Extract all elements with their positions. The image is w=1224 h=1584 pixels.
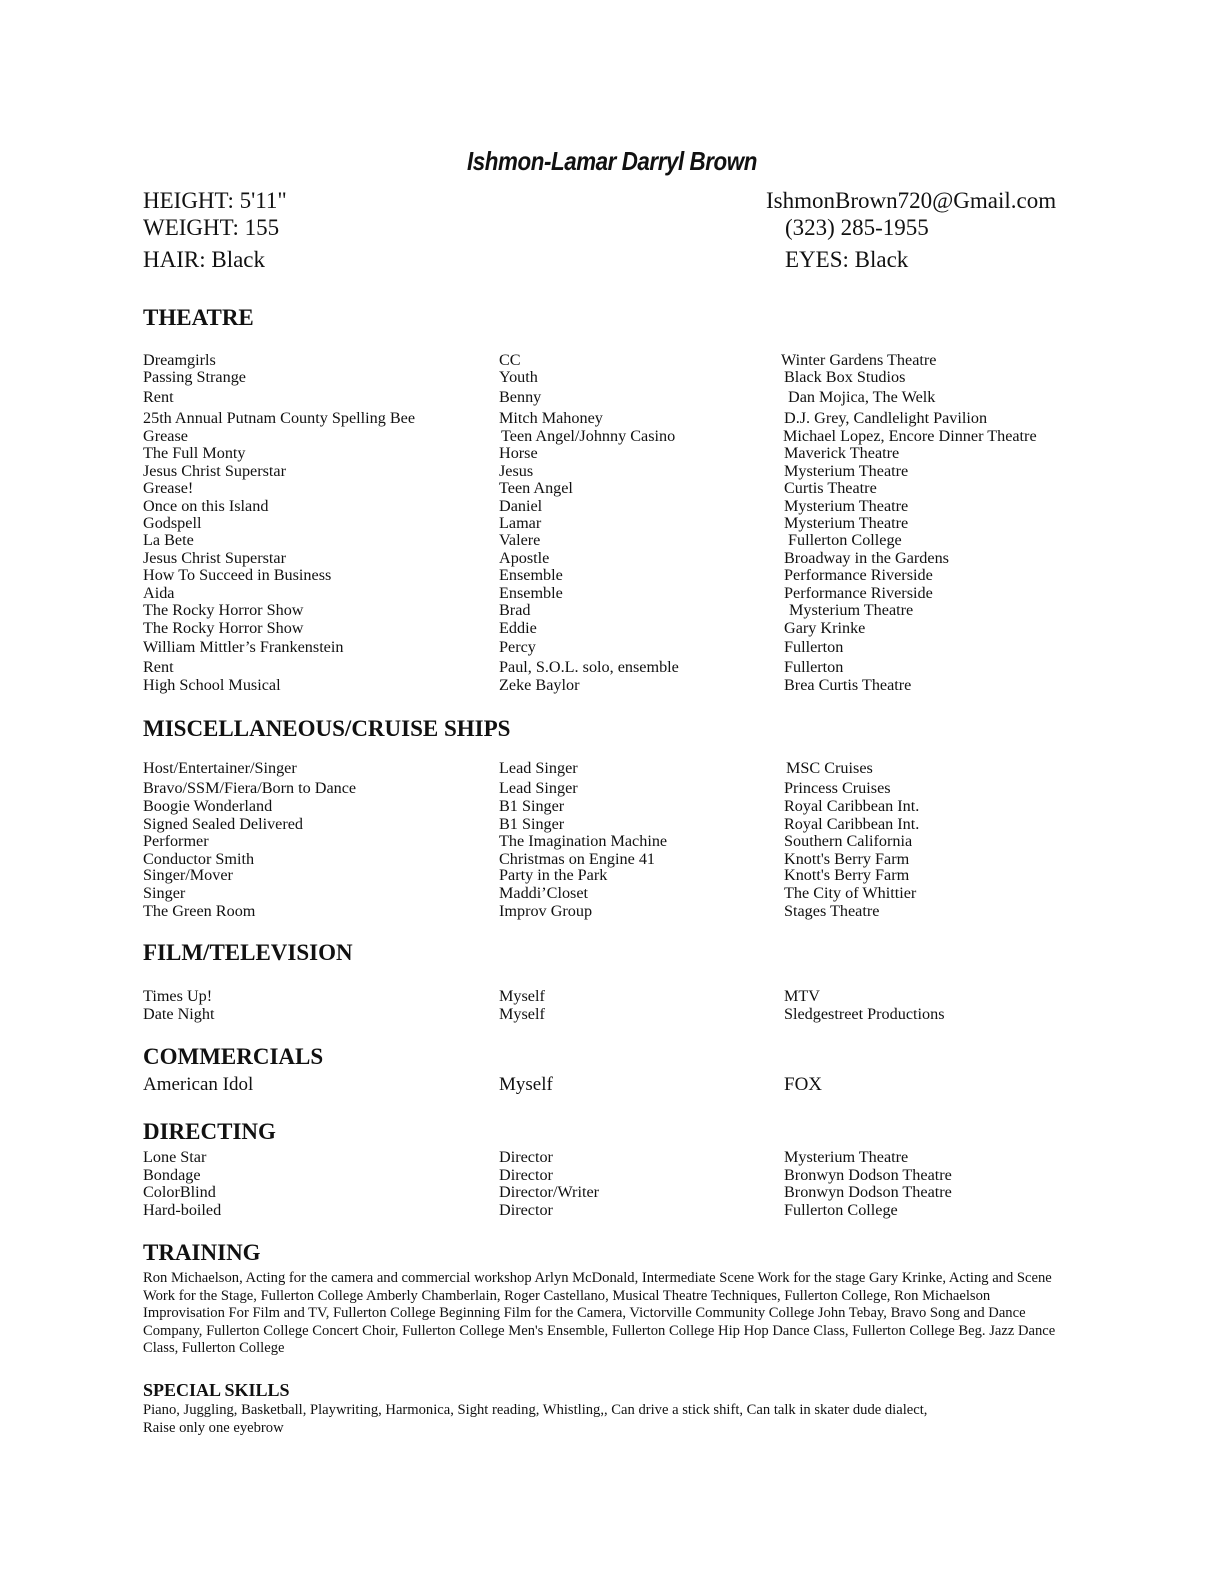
credit-venue: Fullerton College bbox=[788, 531, 902, 549]
theatre-credit-row bbox=[0, 531, 1224, 549]
credit-role: The Imagination Machine bbox=[499, 832, 668, 850]
misc-credit-row bbox=[0, 759, 1224, 777]
credit-role: B1 Singer bbox=[499, 797, 565, 815]
credit-venue: Performance Riverside bbox=[784, 584, 933, 602]
credit-venue: Royal Caribbean Int. bbox=[784, 797, 920, 815]
credit-role: Daniel bbox=[499, 497, 543, 515]
credit-title: Signed Sealed Delivered bbox=[143, 815, 304, 833]
credit-venue: Winter Gardens Theatre bbox=[781, 351, 937, 369]
credit-venue: Stages Theatre bbox=[784, 902, 880, 920]
credit-title: Jesus Christ Superstar bbox=[143, 462, 286, 480]
credit-role: Horse bbox=[499, 444, 538, 462]
credit-role: Brad bbox=[499, 601, 531, 619]
credit-venue: Southern California bbox=[784, 832, 913, 850]
credit-venue: MSC Cruises bbox=[786, 759, 873, 777]
directing-credit-row bbox=[0, 1166, 1224, 1184]
credit-title: Boogie Wonderland bbox=[143, 797, 273, 815]
theatre-credit-row bbox=[0, 368, 1224, 386]
directing-credit-row bbox=[0, 1148, 1224, 1166]
credit-venue: Bronwyn Dodson Theatre bbox=[784, 1166, 952, 1184]
misc-credit-row bbox=[0, 866, 1224, 884]
credit-venue: Fullerton bbox=[784, 658, 844, 676]
credit-venue: D.J. Grey, Candlelight Pavilion bbox=[784, 409, 988, 427]
credit-venue: Black Box Studios bbox=[784, 368, 906, 386]
credit-venue: Dan Mojica, The Welk bbox=[788, 388, 936, 406]
credit-title: High School Musical bbox=[143, 676, 281, 694]
credit-venue: Bronwyn Dodson Theatre bbox=[784, 1183, 952, 1201]
credit-venue: Royal Caribbean Int. bbox=[784, 815, 920, 833]
theatre-credit-row bbox=[0, 409, 1224, 427]
credit-venue: Performance Riverside bbox=[784, 566, 933, 584]
film-credit-row bbox=[0, 1005, 1224, 1023]
misc-credit-row bbox=[0, 884, 1224, 902]
credit-role: Maddi’Closet bbox=[499, 884, 589, 902]
credit-venue: Mysterium Theatre bbox=[784, 497, 909, 515]
credit-title: The Green Room bbox=[143, 902, 256, 920]
credit-role: Party in the Park bbox=[499, 866, 608, 884]
credit-venue: Mysterium Theatre bbox=[789, 601, 914, 619]
credit-title: Once on this Island bbox=[143, 497, 269, 515]
height-text: HEIGHT: 5'11" bbox=[143, 188, 287, 213]
theatre-credit-row bbox=[0, 351, 1224, 369]
credit-role: Apostle bbox=[499, 549, 550, 567]
credit-title: Hard-boiled bbox=[143, 1201, 222, 1219]
credit-role: Ensemble bbox=[499, 566, 563, 584]
training-heading: TRAINING bbox=[143, 1240, 261, 1265]
credit-role: B1 Singer bbox=[499, 815, 565, 833]
misc-credit-row bbox=[0, 902, 1224, 920]
resume-name: Ishmon-Lamar Darryl Brown bbox=[467, 146, 757, 176]
email-text: IshmonBrown720@Gmail.com bbox=[766, 188, 1057, 213]
credit-venue: Mysterium Theatre bbox=[784, 1148, 909, 1166]
directing-credit-row bbox=[0, 1183, 1224, 1201]
theatre-credit-row bbox=[0, 388, 1224, 406]
theatre-credit-row bbox=[0, 497, 1224, 515]
credit-role: Teen Angel bbox=[499, 479, 573, 497]
credit-title: Bondage bbox=[143, 1166, 201, 1184]
theatre-credit-row bbox=[0, 427, 1224, 445]
misc-heading: MISCELLANEOUS/CRUISE SHIPS bbox=[143, 716, 511, 741]
credit-role: Mitch Mahoney bbox=[499, 409, 603, 427]
credit-venue: Knott's Berry Farm bbox=[784, 866, 910, 884]
credit-role: Percy bbox=[499, 638, 536, 656]
credit-title: 25th Annual Putnam County Spelling Bee bbox=[143, 409, 416, 427]
eyes-text: EYES: Black bbox=[785, 247, 909, 272]
phone-text: (323) 285-1955 bbox=[785, 215, 929, 240]
skills-heading: SPECIAL SKILLS bbox=[143, 1380, 290, 1400]
credit-title: Singer/Mover bbox=[143, 866, 233, 884]
credit-title: Aida bbox=[143, 584, 175, 602]
credit-role: CC bbox=[499, 351, 521, 369]
credit-role: Improv Group bbox=[499, 902, 593, 920]
credit-role: Director/Writer bbox=[499, 1183, 600, 1201]
skills-line-2: Raise only one eyebrow bbox=[143, 1420, 284, 1436]
credit-role: Director bbox=[499, 1201, 553, 1219]
credit-role: Eddie bbox=[499, 619, 537, 637]
weight-text: WEIGHT: 155 bbox=[143, 215, 280, 240]
credit-role: Myself bbox=[499, 987, 545, 1005]
credit-role: Teen Angel/Johnny Casino bbox=[501, 427, 676, 445]
credit-role: Lead Singer bbox=[499, 759, 578, 777]
theatre-credit-row bbox=[0, 638, 1224, 656]
theatre-credit-row bbox=[0, 566, 1224, 584]
directing-credit-row bbox=[0, 1201, 1224, 1219]
credit-venue: Fullerton bbox=[784, 638, 844, 656]
theatre-credit-row bbox=[0, 462, 1224, 480]
theatre-credit-row bbox=[0, 658, 1224, 676]
credit-title: Passing Strange bbox=[143, 368, 246, 386]
directing-heading: DIRECTING bbox=[143, 1119, 276, 1144]
credit-title: Dreamgirls bbox=[143, 351, 216, 369]
credit-title: William Mittler’s Frankenstein bbox=[143, 638, 344, 656]
credit-role: Youth bbox=[499, 368, 538, 386]
theatre-credit-row bbox=[0, 514, 1224, 532]
commercials-credit-row bbox=[0, 1074, 1224, 1096]
credit-role: Director bbox=[499, 1166, 553, 1184]
credit-role: Ensemble bbox=[499, 584, 563, 602]
credit-venue: Brea Curtis Theatre bbox=[784, 676, 912, 694]
hair-text: HAIR: Black bbox=[143, 247, 266, 272]
misc-credit-row bbox=[0, 832, 1224, 850]
credit-title: Conductor Smith bbox=[143, 850, 255, 868]
credit-title: Grease! bbox=[143, 479, 194, 497]
credit-title: Bravo/SSM/Fiera/Born to Dance bbox=[143, 779, 357, 797]
credit-title: Rent bbox=[143, 388, 174, 406]
credit-title: Grease bbox=[143, 427, 188, 445]
credit-venue: FOX bbox=[784, 1074, 823, 1095]
credit-role: Myself bbox=[499, 1005, 545, 1023]
credit-title: Godspell bbox=[143, 514, 202, 532]
commercials-heading: COMMERCIALS bbox=[143, 1044, 324, 1069]
credit-venue: Gary Krinke bbox=[784, 619, 866, 637]
credit-venue: Broadway in the Gardens bbox=[784, 549, 949, 567]
credit-title: Times Up! bbox=[143, 987, 213, 1005]
credit-venue: Mysterium Theatre bbox=[784, 514, 909, 532]
theatre-credit-row bbox=[0, 549, 1224, 567]
credit-role: Valere bbox=[499, 531, 541, 549]
credit-role: Christmas on Engine 41 bbox=[499, 850, 656, 868]
credit-title: American Idol bbox=[143, 1074, 254, 1095]
credit-title: The Rocky Horror Show bbox=[143, 619, 304, 637]
credit-role: Director bbox=[499, 1148, 553, 1166]
credit-venue: Mysterium Theatre bbox=[784, 462, 909, 480]
theatre-heading: THEATRE bbox=[143, 305, 254, 330]
credit-venue: Curtis Theatre bbox=[784, 479, 877, 497]
theatre-credit-row bbox=[0, 676, 1224, 694]
credit-title: The Rocky Horror Show bbox=[143, 601, 304, 619]
credit-title: Lone Star bbox=[143, 1148, 207, 1166]
training-text: Ron Michaelson, Acting for the camera and commercial workshop Arlyn McDonald, Intermediate Scene Work for the stage Gary Krinke, Acting and Scene Work for the Stage, Fullerton College Amberly Chamberlain, Roger Castellano, Musical Theatre Techniques, Fullerton College, Ron Michaelson Improvisation For Film and TV, Fullerton College Beginning Film for the Camera, Victorville Community College John Tebay, Bravo Song and Dance Company, Fullerton College Concert Choir, Fullerton College Men's Ensemble, Fullerton College Hip Hop Dance Class, Fullerton College Beg. Jazz Dance Class, Fullerton College bbox=[143, 1270, 1056, 1357]
credit-title: The Full Monty bbox=[143, 444, 246, 462]
theatre-credit-row bbox=[0, 479, 1224, 497]
credit-venue: The City of Whittier bbox=[784, 884, 917, 902]
credit-title: La Bete bbox=[143, 531, 194, 549]
credit-venue: Princess Cruises bbox=[784, 779, 891, 797]
credit-title: Jesus Christ Superstar bbox=[143, 549, 286, 567]
credit-venue: Michael Lopez, Encore Dinner Theatre bbox=[783, 427, 1037, 445]
credit-title: How To Succeed in Business bbox=[143, 566, 332, 584]
credit-venue: MTV bbox=[784, 987, 820, 1005]
credit-role: Paul, S.O.L. solo, ensemble bbox=[499, 658, 679, 676]
film-credit-row bbox=[0, 987, 1224, 1005]
credit-venue: Fullerton College bbox=[784, 1201, 898, 1219]
theatre-credit-row bbox=[0, 444, 1224, 462]
credit-venue: Maverick Theatre bbox=[784, 444, 900, 462]
credit-role: Benny bbox=[499, 388, 542, 406]
theatre-credit-row bbox=[0, 619, 1224, 637]
misc-credit-row bbox=[0, 779, 1224, 797]
credit-title: Date Night bbox=[143, 1005, 215, 1023]
credit-title: Host/Entertainer/Singer bbox=[143, 759, 297, 777]
credit-role: Zeke Baylor bbox=[499, 676, 580, 694]
credit-role: Lamar bbox=[499, 514, 542, 532]
misc-credit-row bbox=[0, 815, 1224, 833]
credit-title: ColorBlind bbox=[143, 1183, 216, 1201]
credit-role: Jesus bbox=[499, 462, 534, 480]
credit-role: Lead Singer bbox=[499, 779, 578, 797]
misc-credit-row bbox=[0, 797, 1224, 815]
credit-venue: Knott's Berry Farm bbox=[784, 850, 910, 868]
credit-title: Performer bbox=[143, 832, 209, 850]
theatre-credit-row bbox=[0, 601, 1224, 619]
theatre-credit-row bbox=[0, 584, 1224, 602]
skills-line-1: Piano, Juggling, Basketball, Playwriting, Harmonica, Sight reading, Whistling,, Can drive a stick shift, Can talk in skater dude dialect, bbox=[143, 1402, 928, 1418]
credit-title: Rent bbox=[143, 658, 174, 676]
credit-role: Myself bbox=[499, 1074, 553, 1095]
credit-venue: Sledgestreet Productions bbox=[784, 1005, 945, 1023]
credit-title: Singer bbox=[143, 884, 186, 902]
film-heading: FILM/TELEVISION bbox=[143, 940, 353, 965]
